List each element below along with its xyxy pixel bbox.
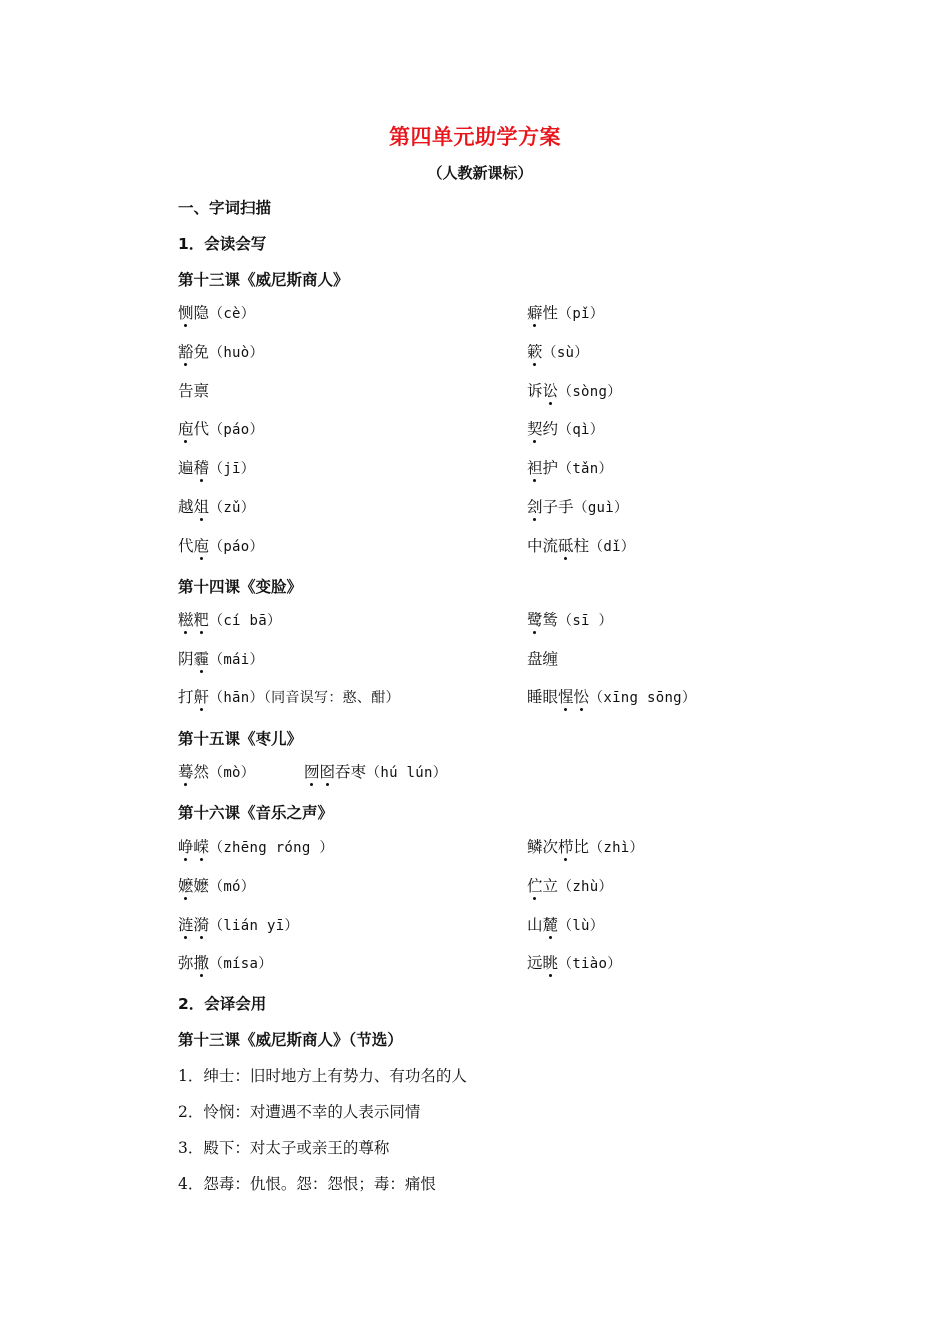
vocab-entry: [527, 685, 696, 707]
pinyin-annotation: （xīng sōng）: [589, 690, 697, 706]
vocab-text: 柱: [573, 536, 590, 555]
vocab-row: [178, 534, 778, 558]
pinyin-annotation: （zhēng róng ）: [209, 840, 334, 856]
emphasized-char: 涟: [178, 915, 194, 934]
vocab-row: [178, 340, 778, 364]
emphasized-char: 糍: [178, 611, 194, 629]
emphasized-char: 霾: [193, 649, 210, 668]
page-title: 第四单元助学方案: [389, 125, 561, 149]
pinyin-annotation: （qì）: [558, 422, 605, 439]
pinyin-annotation: （jī）: [209, 461, 256, 478]
vocab-text: 然: [193, 763, 210, 781]
vocab-entry: [178, 835, 334, 857]
vocab-entry: [178, 379, 209, 401]
vocab-text: 隐: [193, 304, 210, 322]
emphasized-char: 庖: [178, 420, 194, 439]
vocab-text: 代: [193, 420, 210, 439]
vocab-text: 山: [527, 915, 543, 934]
pinyin-annotation: （mái）: [209, 651, 264, 668]
vocab-entry: [178, 534, 264, 556]
pinyin-annotation: （cè）: [209, 306, 256, 322]
vocab-row: [178, 608, 778, 632]
pinyin-annotation: （sī ）: [558, 613, 613, 629]
vocab-text: 打: [178, 688, 194, 706]
emphasized-char: 嬷: [178, 876, 194, 895]
definition-item: 4．怨毒：仇恨。怨：怨恨；毒：痛恨: [178, 1175, 436, 1193]
pinyin-annotation: （dǐ）: [589, 538, 636, 555]
vocab-text: 鸶: [542, 611, 559, 629]
pinyin-annotation: （huò）: [209, 344, 264, 361]
vocab-text: 性: [542, 304, 559, 322]
emphasized-char: 粑: [193, 611, 210, 629]
subsection-heading: 1．会读会写: [178, 235, 267, 253]
emphasized-char: 恻: [178, 304, 194, 322]
definition-item: 1．绅士：旧时地方上有势力、有功名的人: [178, 1067, 467, 1085]
vocab-row: [178, 379, 778, 403]
vocab-entry: [178, 874, 255, 896]
pinyin-annotation: （sù）: [542, 344, 589, 361]
vocab-entry: [178, 608, 281, 630]
emphasized-char: 栉: [558, 838, 574, 856]
emphasized-char: 袒: [527, 459, 543, 478]
vocab-text: 中流: [527, 536, 559, 555]
vocab-entry: [178, 340, 264, 362]
vocab-entry: [527, 608, 613, 630]
pinyin-annotation: （zhì）: [589, 840, 644, 856]
vocab-entry: [178, 951, 273, 973]
emphasized-char: 忪: [573, 688, 590, 706]
pinyin-annotation: （páo）: [209, 422, 264, 439]
vocab-text: 立: [542, 876, 559, 895]
vocab-text: 遍: [178, 459, 194, 478]
vocab-entry: [178, 760, 255, 782]
vocab-text: 比: [573, 838, 590, 856]
emphasized-char: 惺: [558, 688, 574, 706]
vocab-text: 免: [193, 342, 210, 361]
vocab-entry: [527, 379, 622, 401]
pinyin-annotation: （mó）: [209, 878, 256, 895]
vocab-row: [178, 495, 778, 519]
vocab-text: 远: [527, 954, 543, 973]
pinyin-annotation: （mò）: [209, 765, 256, 781]
vocab-entry: [527, 874, 613, 896]
pinyin-annotation: （páo）: [209, 538, 264, 555]
pinyin-annotation: （pǐ）: [558, 306, 605, 322]
lesson-heading-14: 第十四课《变脸》: [178, 578, 303, 596]
emphasized-char: 鹭: [527, 611, 543, 629]
emphasized-char: 囫: [304, 763, 320, 781]
emphasized-char: 鼾: [193, 688, 210, 706]
emphasized-char: 漪: [193, 915, 210, 934]
vocab-entry: [304, 760, 447, 782]
lesson-heading-16: 第十六课《音乐之声》: [178, 804, 334, 822]
vocab-text: 鳞次: [527, 838, 559, 856]
vocab-text: 诉: [527, 381, 543, 400]
vocab-entry: [527, 495, 628, 517]
vocab-text: 护: [542, 459, 559, 478]
emphasized-char: 讼: [542, 381, 559, 400]
vocab-entry: [178, 456, 255, 478]
vocab-entry: [527, 417, 604, 439]
vocab-text: 睡眼: [527, 688, 559, 706]
vocab-entry: [527, 534, 635, 556]
pinyin-annotation: （sòng）: [558, 383, 622, 400]
vocab-row: [178, 760, 778, 784]
vocab-entry: [527, 951, 622, 973]
emphasized-char: 癖: [527, 304, 543, 322]
lesson-heading-13: 第十三课《威尼斯商人》: [178, 271, 349, 289]
pinyin-annotation: （tǎn）: [558, 461, 613, 478]
pinyin-annotation: （hān）（同音误写：憨、酣）: [209, 690, 400, 706]
pinyin-annotation: （lián yī）: [209, 917, 299, 934]
emphasized-char: 峥: [178, 838, 194, 856]
lesson-heading-15: 第十五课《枣儿》: [178, 730, 303, 748]
emphasized-char: 簌: [527, 342, 543, 361]
vocab-text: 代: [178, 536, 194, 555]
pinyin-annotation: （zǔ）: [209, 500, 256, 516]
pinyin-annotation: （lù）: [558, 917, 605, 934]
vocab-entry: [178, 301, 255, 323]
vocab-row: [178, 874, 778, 898]
pinyin-annotation: （tiào）: [558, 956, 622, 973]
emphasized-char: 庖: [193, 536, 210, 555]
definition-item: 3．殿下：对太子或亲王的尊称: [178, 1139, 390, 1157]
vocab-row: [178, 835, 778, 859]
vocab-text: 子手: [542, 498, 574, 516]
vocab-text: 约: [542, 420, 559, 439]
vocab-row: [178, 456, 778, 480]
emphasized-char: 伫: [527, 876, 543, 895]
pinyin-annotation: （guì）: [573, 500, 629, 516]
emphasized-char: 撒: [193, 954, 210, 973]
vocab-entry: [178, 417, 264, 439]
vocab-row: [178, 913, 778, 937]
vocab-entry: [527, 913, 604, 935]
page-subtitle: （人教新课标）: [427, 164, 533, 182]
vocab-entry: [527, 301, 604, 323]
section-heading: 一、字词扫描: [178, 199, 272, 217]
vocab-row: [178, 951, 778, 975]
definition-item: 2．怜悯：对遭遇不幸的人表示同情: [178, 1103, 421, 1121]
emphasized-char: 刽: [527, 498, 543, 516]
vocab-text: 嬷: [193, 876, 210, 895]
vocab-text: 越: [178, 498, 194, 516]
pinyin-annotation: （mísa）: [209, 956, 273, 973]
subsection-heading-2: 2．会译会用: [178, 995, 267, 1013]
emphasized-char: 麓: [542, 915, 559, 934]
vocab-entry: [178, 647, 264, 669]
lesson-heading-13-excerpt: 第十三课《威尼斯商人》（节选）: [178, 1031, 403, 1049]
emphasized-char: 稽: [193, 459, 210, 478]
vocab-entry: [527, 456, 613, 478]
vocab-entry: [527, 647, 558, 669]
vocab-row: [178, 647, 778, 671]
vocab-text: 告禀: [178, 381, 210, 400]
emphasized-char: 嵘: [193, 838, 210, 856]
vocab-entry: [178, 685, 400, 707]
vocab-entry: [527, 835, 644, 857]
pinyin-annotation: （hú lún）: [366, 765, 448, 781]
vocab-row: [178, 685, 778, 709]
vocab-row: [178, 417, 778, 441]
vocab-text: 吞枣: [335, 763, 367, 781]
vocab-row: [178, 301, 778, 325]
vocab-entry: [527, 340, 589, 362]
pinyin-annotation: （zhù）: [558, 878, 613, 895]
emphasized-char: 蓦: [178, 763, 194, 781]
vocab-entry: [178, 495, 255, 517]
emphasized-char: 囵: [319, 763, 336, 781]
emphasized-char: 俎: [193, 498, 210, 516]
emphasized-char: 眺: [542, 954, 559, 973]
pinyin-annotation: （cí bā）: [209, 613, 282, 629]
vocab-text: 盘缠: [527, 649, 559, 668]
emphasized-char: 契: [527, 420, 543, 439]
vocab-entry: [178, 913, 299, 935]
emphasized-char: 豁: [178, 342, 194, 361]
emphasized-char: 砥: [558, 536, 574, 555]
vocab-text: 弥: [178, 954, 194, 973]
vocab-text: 阴: [178, 649, 194, 668]
